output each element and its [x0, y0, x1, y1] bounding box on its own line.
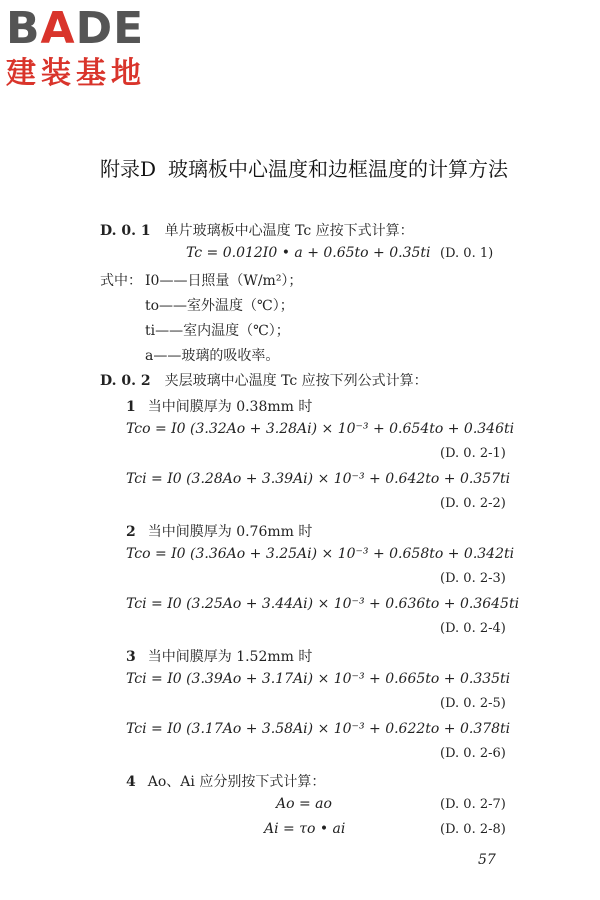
definition: ti——室内温度（℃）；: [145, 323, 290, 339]
equation: Tco = I0 (3.32Ao + 3.28Ai) × 10⁻³ + 0.654to + 0.346ti: [126, 421, 515, 437]
case-text: 当中间膜厚为 0.38mm 时: [147, 399, 313, 415]
equation: Tc = 0.012I0 • a + 0.65to + 0.35ti: [186, 245, 431, 261]
case-number: 4: [126, 774, 136, 790]
case-number: 2: [126, 524, 136, 540]
definition: a——玻璃的吸收率。: [145, 348, 280, 364]
logo-brand-a: A: [40, 3, 76, 54]
appendix-title-text: 玻璃板中心温度和边框温度的计算方法: [168, 157, 509, 181]
page-number: 57: [478, 852, 496, 868]
case-text: 当中间膜厚为 0.76mm 时: [147, 524, 313, 540]
equation-tag: (D. 0. 2-7): [440, 797, 506, 812]
case-number: 1: [126, 399, 136, 415]
equation-tag: (D. 0. 2-3): [440, 571, 506, 586]
section-text: 单片玻璃板中心温度 Tc 应按下式计算：: [164, 223, 414, 239]
section-number: D. 0. 1: [100, 223, 151, 239]
case-heading: [126, 646, 312, 666]
equation-tag: (D. 0. 2-1): [440, 446, 506, 461]
definition: I0——日照量（W/m²）；: [145, 273, 303, 289]
appendix-code: 附录D: [100, 157, 157, 181]
logo-brand-de: DE: [75, 3, 145, 54]
equation-tag: (D. 0. 2-8): [440, 822, 506, 837]
section-number: D. 0. 2: [100, 373, 151, 389]
section-d01-heading: [100, 220, 414, 240]
equation: Tco = I0 (3.36Ao + 3.25Ai) × 10⁻³ + 0.658to + 0.342ti: [126, 546, 515, 562]
logo-brand-b: B: [6, 3, 41, 54]
section-d02-heading: [100, 370, 428, 390]
case-number: 3: [126, 649, 136, 665]
appendix-title: [100, 153, 570, 182]
case-text: Ao、Ai 应分别按下式计算：: [147, 774, 326, 790]
equation: Tci = I0 (3.25Ao + 3.44Ai) × 10⁻³ + 0.636to + 0.3645ti: [126, 596, 520, 612]
definition: to——室外温度（℃）；: [145, 298, 294, 314]
equation-tag: (D. 0. 1): [440, 246, 494, 261]
where-label: 式中：: [100, 273, 142, 289]
equation: Tci = I0 (3.17Ao + 3.58Ai) × 10⁻³ + 0.622to + 0.378ti: [126, 721, 511, 737]
case-heading: [126, 521, 312, 541]
equation-tag: (D. 0. 2-5): [440, 696, 506, 711]
logo: [6, 4, 176, 96]
section-text: 夹层玻璃中心温度 Tc 应按下列公式计算：: [164, 373, 428, 389]
equation-tag: (D. 0. 2-4): [440, 621, 506, 636]
logo-brand: [6, 4, 176, 54]
equation: Tci = I0 (3.28Ao + 3.39Ai) × 10⁻³ + 0.642to + 0.357ti: [126, 471, 511, 487]
case-heading: [126, 771, 325, 791]
equation-tag: (D. 0. 2-6): [440, 746, 506, 761]
equation: Ai = τo • ai: [264, 821, 346, 837]
case-text: 当中间膜厚为 1.52mm 时: [147, 649, 313, 665]
equation: Ao = ao: [276, 796, 332, 812]
equation-tag: (D. 0. 2-2): [440, 496, 506, 511]
case-heading: [126, 396, 312, 416]
equation: Tci = I0 (3.39Ao + 3.17Ai) × 10⁻³ + 0.665to + 0.335ti: [126, 671, 511, 687]
logo-subtitle: 建装基地: [6, 56, 146, 91]
